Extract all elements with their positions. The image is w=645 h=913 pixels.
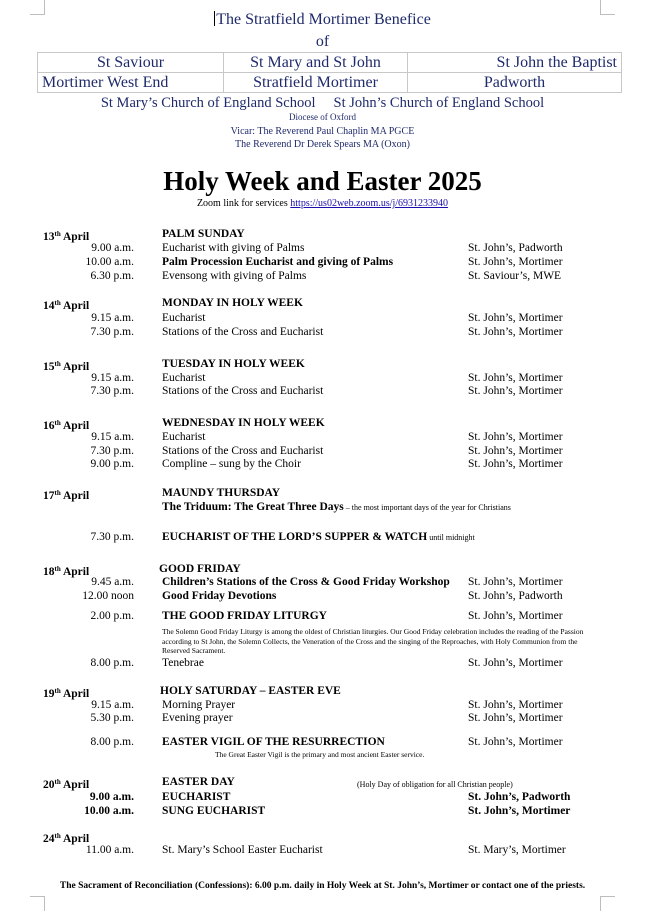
service-location: St. John’s, Mortimer [468,385,563,397]
service-location: St. John’s, Mortimer [468,610,563,622]
day-date: 24th April [43,832,90,845]
diocese: Diocese of Oxford [289,112,356,122]
day-heading: WEDNESDAY IN HOLY WEEK [162,417,325,429]
service-event: Stations of the Cross and Eucharist [162,445,324,457]
benefice-title-text: The Stratfield Mortimer Benefice [216,11,431,28]
day-date: 19th April [43,687,90,700]
service-location: St. John’s, Mortimer [468,805,571,817]
service-event: EUCHARIST OF THE LORD’S SUPPER & WATCH [162,531,428,543]
church-place-cell: Stratfield Mortimer [224,73,408,93]
day-heading: GOOD FRIDAY [159,563,241,575]
school-name: St John’s Church of England School [333,95,545,111]
service-time: 10.00 a.m. [85,256,134,268]
day-date: 20th April [43,778,90,791]
page-title: Holy Week and Easter 2025 [163,166,482,196]
page-corner-mark [30,896,45,911]
service-event: Stations of the Cross and Eucharist [162,385,324,397]
service-location: St. John’s, Mortimer [468,312,563,324]
day-date: 18th April [43,565,90,578]
zoom-line [0,198,645,209]
triduum-note: – the most important days of the year for Christians [343,503,511,512]
service-location: St. John’s, Mortimer [468,326,563,338]
church-place-cell: Padworth [408,73,622,93]
church-place-cell: Mortimer West End [38,73,224,93]
service-location: St. John’s, Mortimer [468,458,563,470]
day-date: 15th April [43,360,90,373]
service-event: Eucharist [162,312,206,324]
service-time: 5.30 p.m. [90,712,134,724]
service-time: 7.30 p.m. [90,445,134,457]
service-event: SUNG EUCHARIST [162,805,266,817]
service-description: The Solemn Good Friday Liturgy is among the oldest of Christian liturgies. Our Good Friday celebration includes the reading of the Passion according to St John, the Solemn Collects, the Veneration of the Cross and the singing of the Reproaches, with Holy Communion from the Reserved Sacrament. [162,627,584,656]
service-location: St. John’s, Mortimer [468,576,563,588]
day-heading: TUESDAY IN HOLY WEEK [162,358,305,370]
service-time: 12.00 noon [82,590,134,602]
day-date: 14th April [43,299,90,312]
service-time: 10.00 a.m. [84,805,134,817]
service-event: Eucharist [162,372,206,384]
day-date: 16th April [43,419,90,432]
service-time: 7.30 p.m. [90,326,134,338]
service-event: Morning Prayer [162,699,236,711]
service-time: 7.30 p.m. [90,385,134,397]
churches-table [37,52,622,93]
service-event: Children’s Stations of the Cross & Good Friday Workshop [162,576,450,588]
zoom-label: Zoom link for services [196,198,291,209]
service-event: THE GOOD FRIDAY LITURGY [162,610,327,622]
churches-row [38,73,622,93]
service-event: Compline – sung by the Choir [162,458,301,470]
service-time: 2.00 p.m. [90,610,134,622]
service-event: Evening prayer [162,712,233,724]
day-heading: PALM SUNDAY [162,228,245,240]
service-event: EUCHARIST [162,791,231,803]
day-date: 17th April [43,489,90,502]
service-event: Good Friday Devotions [162,590,277,602]
zoom-link[interactable]: https://us02web.zoom.us/j/6931233940 [290,198,449,209]
service-time: 9.15 a.m. [91,699,134,711]
service-location: St. John’s, Mortimer [468,657,563,669]
school-name: St Mary’s Church of England School [100,95,316,111]
triduum-line [162,501,511,514]
service-location: St. John’s, Mortimer [468,445,563,457]
service-location: St. John’s, Mortimer [468,736,563,748]
benefice-of: of [315,33,330,50]
service-location: St. John’s, Mortimer [468,256,563,268]
church-name-cell: St Mary and St John [224,53,408,73]
day-date: 13th April [43,230,90,243]
service-time: 9.15 a.m. [91,431,134,443]
vicar: Vicar: The Reverend Paul Chaplin MA PGCE [230,126,415,137]
service-location: St. Saviour’s, MWE [468,270,562,282]
service-time: 9.15 a.m. [91,312,134,324]
service-location: St. John’s, Mortimer [468,372,563,384]
service-time: 8.00 p.m. [90,736,134,748]
service-event: EASTER VIGIL OF THE RESURRECTION [162,736,385,748]
page-corner-mark [600,896,615,911]
service-time: 9.00 a.m. [89,791,134,803]
service-event: Palm Procession Eucharist and giving of Palms [162,256,394,268]
service-description: The Great Easter Vigil is the primary and most ancient Easter service. [215,750,425,759]
service-time: 6.30 p.m. [90,270,134,282]
service-time: 8.00 p.m. [90,657,134,669]
day-heading: MAUNDY THURSDAY [162,487,281,499]
service-location: St. John’s, Padworth [468,590,563,602]
church-name-cell: St John the Baptist [408,53,622,73]
service-location: St. John’s, Padworth [468,791,571,803]
service-time: 9.45 a.m. [91,576,134,588]
confessions-footer: The Sacrament of Reconciliation (Confessions): 6.00 p.m. daily in Holy Week at St. John’s, Mortimer or contact one of the priests. [59,881,586,891]
day-heading-note: (Holy Day of obligation for all Christian people) [357,780,513,789]
service-location: St. John’s, Mortimer [468,431,563,443]
triduum-title: The Triduum: The Great Three Days [162,501,344,513]
church-name-cell: St Saviour [38,53,224,73]
benefice-title[interactable] [0,11,645,29]
service-location: St. John’s, Mortimer [468,699,563,711]
service-time: 9.00 p.m. [90,458,134,470]
schools-line [0,95,645,112]
service-time: 11.00 a.m. [85,844,134,856]
service-event: Stations of the Cross and Eucharist [162,326,324,338]
service-note: until midnight [427,533,475,542]
churches-row [38,53,622,73]
service-time: 9.00 a.m. [91,242,134,254]
service-event: Evensong with giving of Palms [162,270,307,282]
service-event: Eucharist with giving of Palms [162,242,305,254]
service-event-line [162,531,475,544]
service-event: St. Mary’s School Easter Eucharist [162,844,323,856]
service-event: Eucharist [162,431,206,443]
service-location: St. John’s, Mortimer [468,712,563,724]
service-event: Tenebrae [162,657,204,669]
service-time: 7.30 p.m. [90,531,134,543]
day-heading: MONDAY IN HOLY WEEK [162,297,303,309]
service-time: 9.15 a.m. [91,372,134,384]
curate: The Reverend Dr Derek Spears MA (Oxon) [235,139,410,150]
day-heading: HOLY SATURDAY – EASTER EVE [160,685,341,697]
service-location: St. John’s, Padworth [468,242,563,254]
service-location: St. Mary’s, Mortimer [468,844,566,856]
day-heading: EASTER DAY [162,776,235,788]
